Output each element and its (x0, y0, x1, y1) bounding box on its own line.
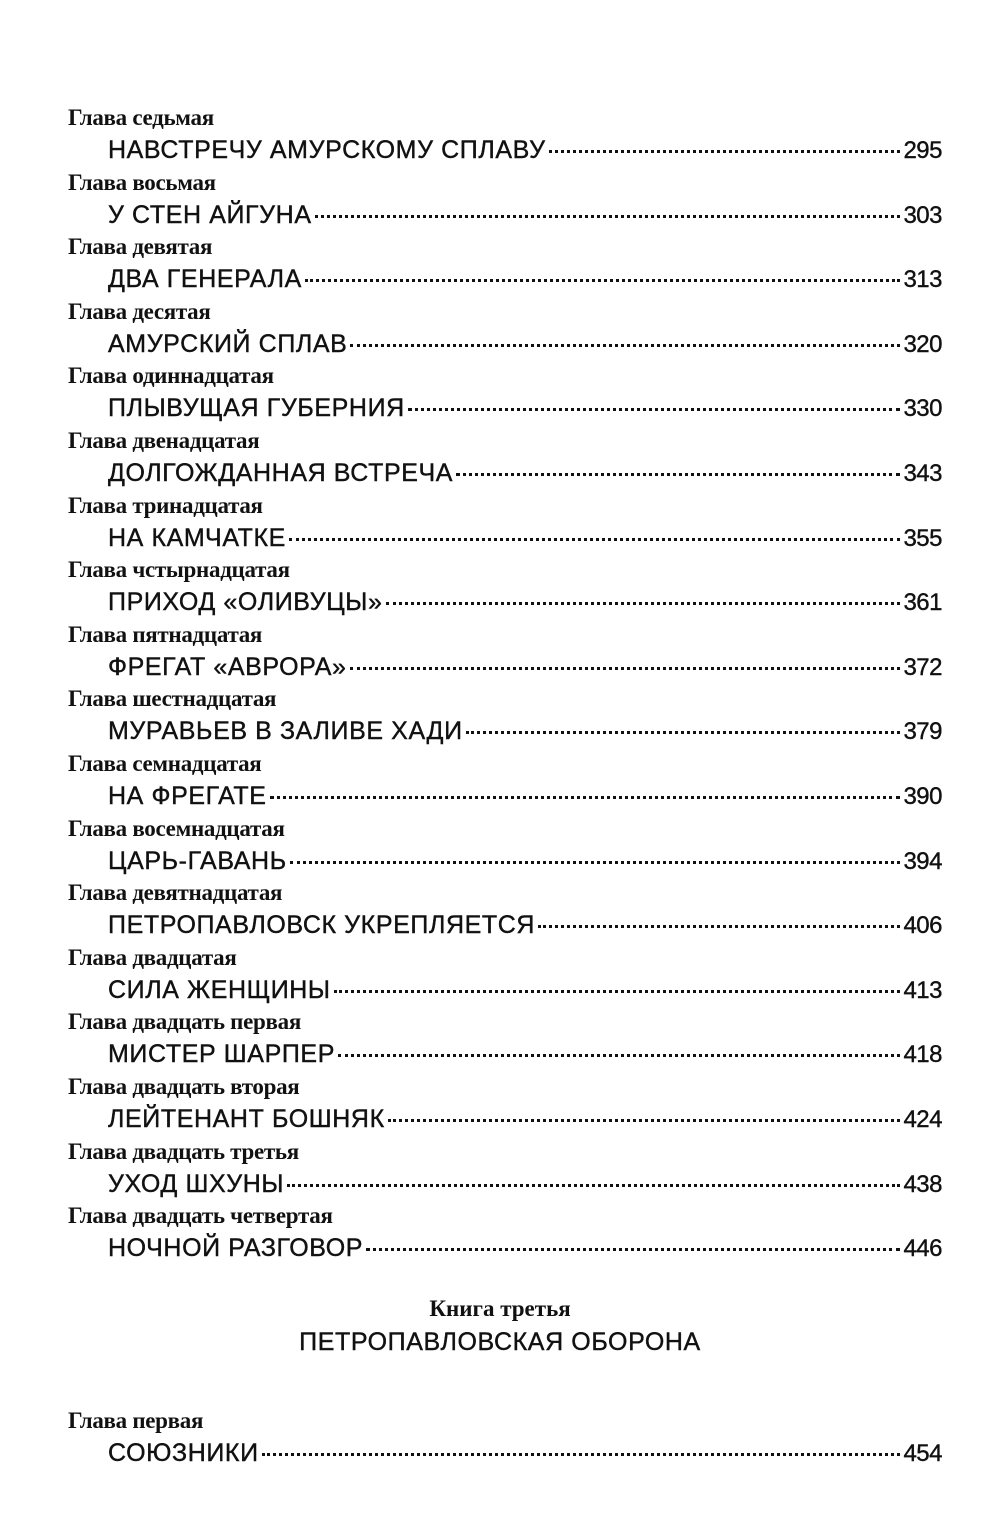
chapter-number: Глава десятая (68, 298, 211, 324)
toc-entry (68, 1072, 942, 1137)
dot-leader (466, 731, 901, 734)
page-number: 438 (903, 1170, 942, 1198)
chapter-title: НАВСТРЕЧУ АМУРСКОМУ СПЛАВУ (108, 136, 546, 164)
toc-entry (68, 749, 942, 814)
chapter-number: Глава одиннадцатая (68, 363, 274, 389)
chapter-number: Глава седьмая (68, 105, 214, 130)
page-number: 413 (903, 976, 942, 1004)
page-number: 330 (903, 395, 942, 423)
toc-entry (68, 1007, 942, 1072)
chapter-title: ФРЕГАТ «АВРОРА» (108, 652, 347, 681)
chapter-number: Глава двадцатая (68, 944, 237, 970)
toc-entry (68, 168, 942, 233)
chapter-title: ЦАРЬ-ГАВАНЬ (108, 846, 287, 875)
chapter-number: Глава двадцать вторая (68, 1073, 300, 1099)
chapter-title: ПЛЫВУЩАЯ ГУБЕРНИЯ (108, 394, 405, 423)
chapter-title: ПРИХОД «ОЛИВУЦЫ» (108, 588, 383, 617)
toc-entry (68, 491, 942, 556)
chapter-title: СОЮЗНИКИ (108, 1438, 259, 1467)
page-number: 454 (903, 1439, 942, 1467)
chapter-number: Глава восьмая (68, 169, 216, 195)
page-number: 320 (903, 330, 942, 358)
chapter-title: ДОЛГОЖДАННАЯ ВСТРЕЧА (108, 458, 454, 487)
chapter-title: МУРАВЬЕВ В ЗАЛИВЕ ХАДИ (108, 717, 463, 746)
toc-line (108, 973, 942, 1007)
toc-line (108, 650, 942, 684)
chapter-number: Глава двенадцатая (68, 427, 260, 453)
chapter-title: НА ФРЕГАТЕ (108, 781, 267, 810)
page-number: 355 (903, 524, 942, 552)
page-number: 372 (903, 653, 942, 681)
toc-line (108, 844, 942, 878)
dot-leader (290, 861, 901, 864)
dot-leader (538, 925, 900, 928)
toc-line (108, 585, 942, 619)
page-number: 424 (903, 1105, 942, 1133)
toc-entry (68, 684, 942, 749)
dot-leader (315, 215, 901, 218)
toc-line (108, 262, 942, 296)
book-heading (68, 1294, 942, 1360)
chapter-number: Глава двадцать четвертая (68, 1203, 333, 1229)
chapter-number: Глава первая (68, 1407, 204, 1433)
toc-entry (68, 943, 942, 1008)
chapter-title: ДВА ГЕНЕРАЛА (108, 265, 302, 294)
chapter-number: Глава двадцать третья (68, 1138, 299, 1164)
page-number: 295 (903, 137, 942, 164)
page-number: 343 (903, 459, 942, 487)
chapter-number: Глава пятнадцатая (68, 621, 263, 647)
chapter-title: АМУРСКИЙ СПЛАВ (108, 329, 348, 358)
page-number: 394 (903, 847, 942, 875)
dot-leader (289, 538, 901, 541)
toc-entry (68, 1201, 942, 1266)
page-number: 379 (903, 718, 942, 746)
page-number: 313 (903, 266, 942, 294)
chapter-number: Глава чстырнадцатая (68, 557, 290, 583)
toc-line (108, 521, 942, 555)
chapter-number: Глава тринадцатая (68, 492, 263, 518)
toc-line (108, 327, 942, 361)
toc-line (108, 1231, 942, 1265)
toc-line (108, 1167, 942, 1201)
chapter-number: Глава двадцать первая (68, 1009, 301, 1035)
toc-list-book-three (68, 1406, 942, 1471)
chapter-title: ЛЕЙТЕНАНТ БОШНЯК (108, 1104, 385, 1133)
toc-list-book-two (68, 103, 942, 1266)
toc-line (108, 714, 942, 748)
chapter-title: УХОД ШХУНЫ (108, 1169, 285, 1198)
page-number: 303 (903, 201, 942, 229)
dot-leader (287, 1184, 900, 1187)
dot-leader (386, 602, 901, 605)
chapter-number: Глава восемнадцатая (68, 815, 285, 841)
toc-line (108, 779, 942, 813)
chapter-title: ПЕТРОПАВЛОВСК УКРЕПЛЯЕТСЯ (108, 911, 536, 940)
chapter-title: СИЛА ЖЕНЩИНЫ (108, 975, 331, 1004)
toc-line (108, 1037, 942, 1071)
toc-entry (68, 1406, 942, 1471)
toc-line (108, 198, 942, 232)
toc-line (108, 1102, 942, 1136)
toc-line (108, 456, 942, 490)
chapter-title: НОЧНОЙ РАЗГОВОР (108, 1234, 364, 1263)
dot-leader (388, 1119, 901, 1122)
page-number: 418 (903, 1041, 942, 1069)
dot-leader (456, 473, 900, 476)
book-title: ПЕТРОПАВЛОВСКАЯ ОБОРОНА (299, 1327, 701, 1356)
toc-entry (68, 361, 942, 426)
page-number: 390 (903, 782, 942, 810)
chapter-number: Глава семнадцатая (68, 750, 262, 776)
dot-leader (350, 667, 901, 670)
page-number: 406 (903, 912, 942, 940)
chapter-title: У СТЕН АЙГУНА (108, 200, 312, 229)
toc-entry (68, 232, 942, 297)
toc-line (108, 908, 942, 942)
book-label: Книга третья (429, 1295, 571, 1321)
chapter-title: МИСТЕР ШАРПЕР (108, 1040, 335, 1069)
dot-leader (305, 279, 901, 282)
dot-leader (408, 408, 901, 411)
chapter-number: Глава девятая (68, 234, 213, 260)
page-number: 361 (903, 589, 942, 617)
toc-entry (68, 878, 942, 943)
toc-entry (68, 426, 942, 491)
toc-entry (68, 555, 942, 620)
dot-leader (262, 1453, 901, 1456)
toc-entry (68, 1137, 942, 1202)
toc-line (108, 391, 942, 425)
chapter-number: Глава девятнадцатая (68, 880, 283, 906)
toc-entry (68, 814, 942, 879)
toc-line (108, 133, 942, 167)
dot-leader (366, 1248, 900, 1251)
dot-leader (549, 150, 901, 153)
dot-leader (350, 344, 900, 347)
dot-leader (270, 796, 901, 799)
toc-entry (68, 297, 942, 362)
chapter-number: Глава шестнадцатая (68, 686, 277, 712)
dot-leader (338, 1054, 900, 1057)
toc-entry (68, 620, 942, 685)
chapter-title: НА КАМЧАТКЕ (108, 523, 286, 552)
toc-line (108, 1436, 942, 1470)
dot-leader (334, 990, 901, 993)
page-number: 446 (903, 1235, 942, 1263)
toc-entry (68, 103, 942, 168)
